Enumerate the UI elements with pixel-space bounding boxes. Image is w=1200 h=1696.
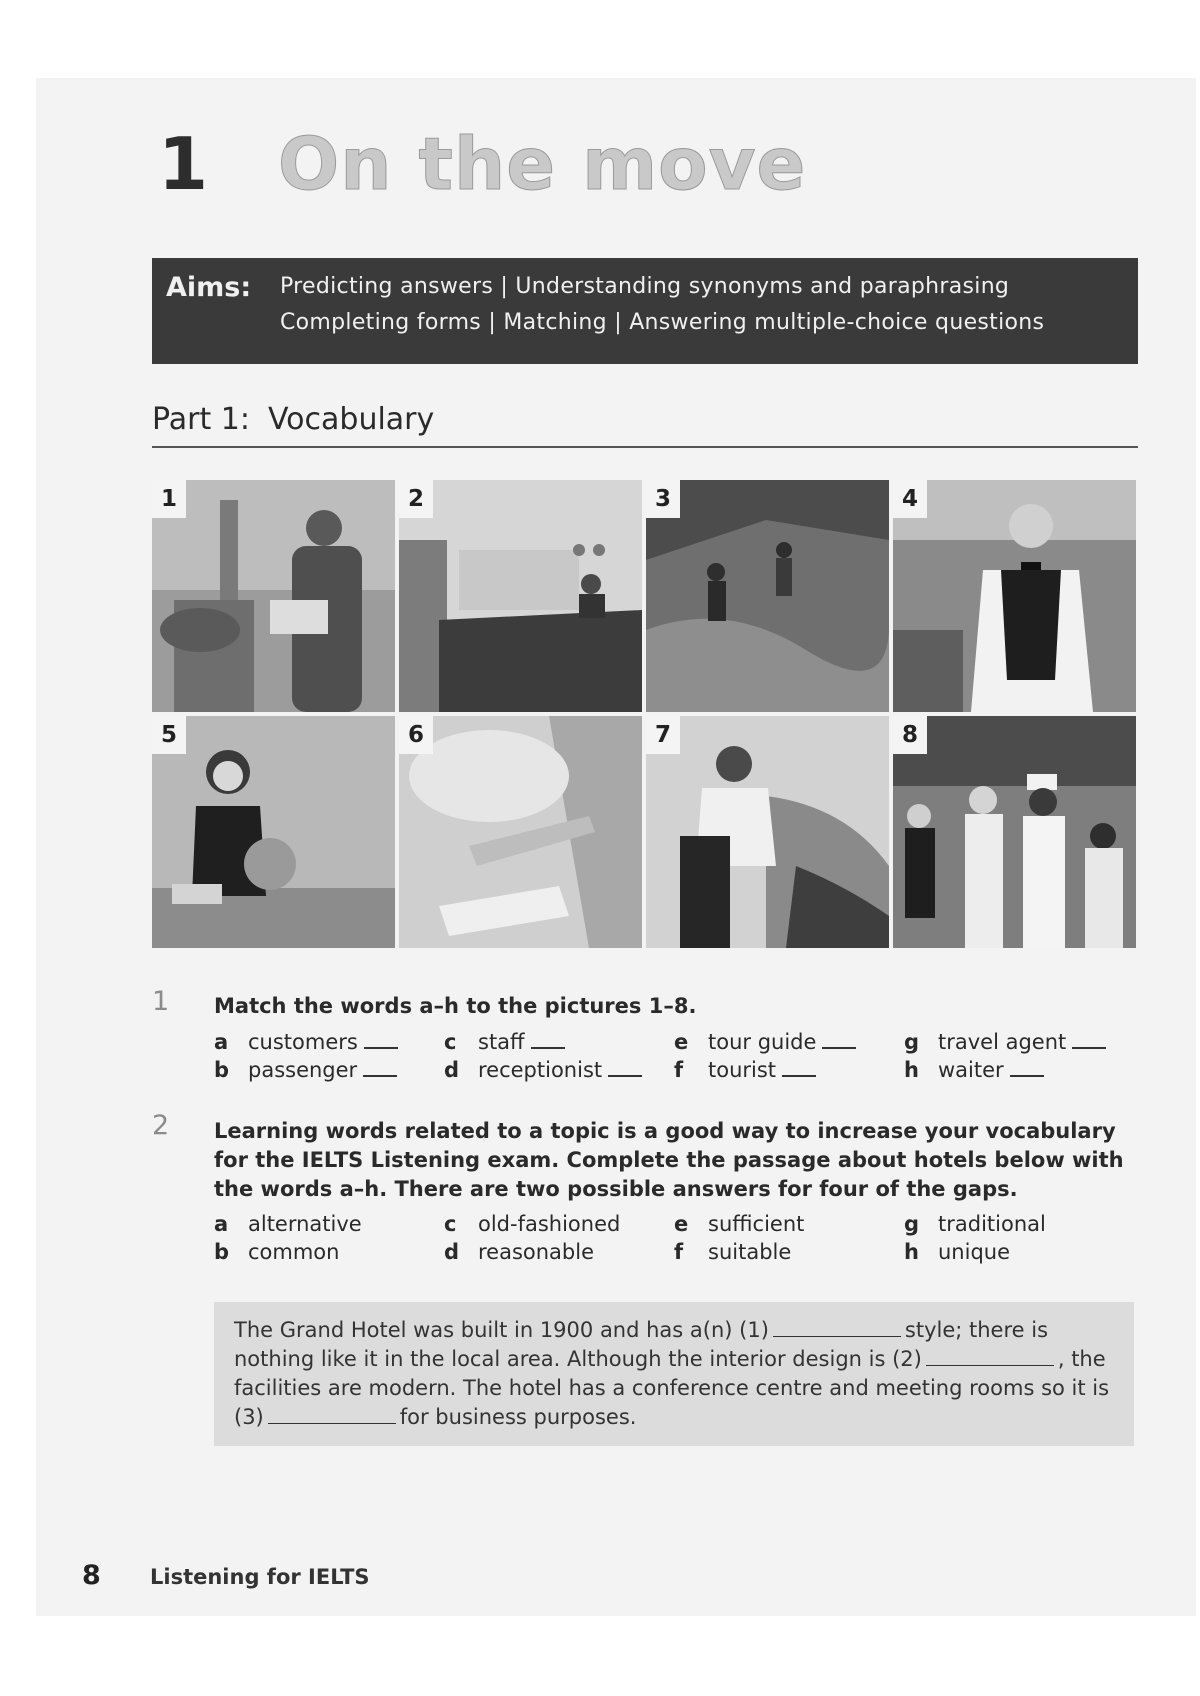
- ex2-option-d: d reasonable: [444, 1240, 595, 1264]
- gap-1[interactable]: [773, 1336, 901, 1337]
- picture-8: [893, 716, 1136, 948]
- picture-number: 5: [152, 716, 186, 754]
- ex1-option-f: f tourist: [674, 1058, 816, 1082]
- photo-hikers: [646, 480, 889, 712]
- picture-5: [152, 716, 395, 948]
- ex2-option-g: g traditional: [904, 1212, 1046, 1236]
- ex1-option-g: g travel agent: [904, 1030, 1106, 1054]
- book-title: Listening for IELTS: [150, 1565, 370, 1589]
- photo-hotel-reception: [399, 480, 642, 712]
- answer-blank[interactable]: [1010, 1075, 1044, 1077]
- aims-label: Aims:: [166, 272, 252, 303]
- ex2-option-e: e sufficient: [674, 1212, 805, 1236]
- part-divider: [152, 446, 1138, 448]
- exercise-1-instruction: Match the words a–h to the pictures 1–8.: [214, 994, 697, 1018]
- exercise-2-instruction: Learning words related to a topic is a good way to increase your vocabulary for the IELTS Listening exam. Complete the passage about hotels below with the words a–h. There are two possible answers for four of the gaps.: [214, 1119, 1124, 1201]
- picture-number: 1: [152, 480, 186, 518]
- picture-4: [893, 480, 1136, 712]
- answer-blank[interactable]: [822, 1047, 856, 1049]
- gap-3[interactable]: [268, 1423, 396, 1424]
- picture-number: 2: [399, 480, 433, 518]
- gap-2[interactable]: [926, 1365, 1054, 1366]
- part-label: Part 1:: [152, 402, 250, 437]
- passage-text: The Grand Hotel was built in 1900 and has a(n) (1) style; there is nothing like it in the local area. Although the interior design is (2) , the facilities are modern. The hotel has a conference centre and meeting rooms so it is (3) for business purposes.: [234, 1318, 1110, 1429]
- picture-2: [399, 480, 642, 712]
- exercise-2-number: 2: [152, 1110, 170, 1141]
- ex2-option-c: c old-fashioned: [444, 1212, 621, 1236]
- answer-blank[interactable]: [364, 1047, 398, 1049]
- answer-blank[interactable]: [782, 1075, 816, 1077]
- chapter-number: 1: [158, 122, 209, 206]
- picture-number: 6: [399, 716, 433, 754]
- exercise-1-number: 1: [152, 986, 170, 1017]
- ex1-option-c: c staff: [444, 1030, 565, 1054]
- picture-number: 3: [646, 480, 680, 518]
- aims-line-2: Completing forms | Matching | Answering multiple-choice questions: [280, 310, 1045, 335]
- aims-line-1: Predicting answers | Understanding synonyms and paraphrasing: [280, 274, 1010, 299]
- chapter-title: On the move: [278, 122, 807, 206]
- photo-passenger-train: [646, 716, 889, 948]
- picture-number: 4: [893, 480, 927, 518]
- ex1-option-b: b passenger: [214, 1058, 397, 1082]
- picture-grid: [152, 480, 1138, 948]
- picture-7: [646, 716, 889, 948]
- ex2-option-f: f suitable: [674, 1240, 792, 1264]
- answer-blank[interactable]: [1072, 1047, 1106, 1049]
- page-number: 8: [82, 1560, 101, 1591]
- ex1-option-h: h waiter: [904, 1058, 1044, 1082]
- answer-blank[interactable]: [363, 1075, 397, 1077]
- part-heading: [152, 402, 434, 437]
- photo-hotel-staff: [893, 716, 1136, 948]
- part-title: Vocabulary: [267, 402, 435, 437]
- ex2-option-b: b common: [214, 1240, 340, 1264]
- ex2-option-a: a alternative: [214, 1212, 362, 1236]
- ex1-option-d: d receptionist: [444, 1058, 642, 1082]
- picture-3: [646, 480, 889, 712]
- ex2-option-h: h unique: [904, 1240, 1011, 1264]
- picture-6: [399, 716, 642, 948]
- photo-ticket-hand: [399, 716, 642, 948]
- picture-number: 8: [893, 716, 927, 754]
- passage-box: [214, 1302, 1134, 1446]
- ex1-option-a: a customers: [214, 1030, 398, 1054]
- answer-blank[interactable]: [608, 1075, 642, 1077]
- answer-blank[interactable]: [531, 1047, 565, 1049]
- photo-tourist-map: [152, 480, 395, 712]
- photo-waiter: [893, 480, 1136, 712]
- aims-box: [152, 258, 1138, 364]
- picture-1: [152, 480, 395, 712]
- ex1-option-e: e tour guide: [674, 1030, 856, 1054]
- picture-number: 7: [646, 716, 680, 754]
- photo-travel-agent: [152, 716, 395, 948]
